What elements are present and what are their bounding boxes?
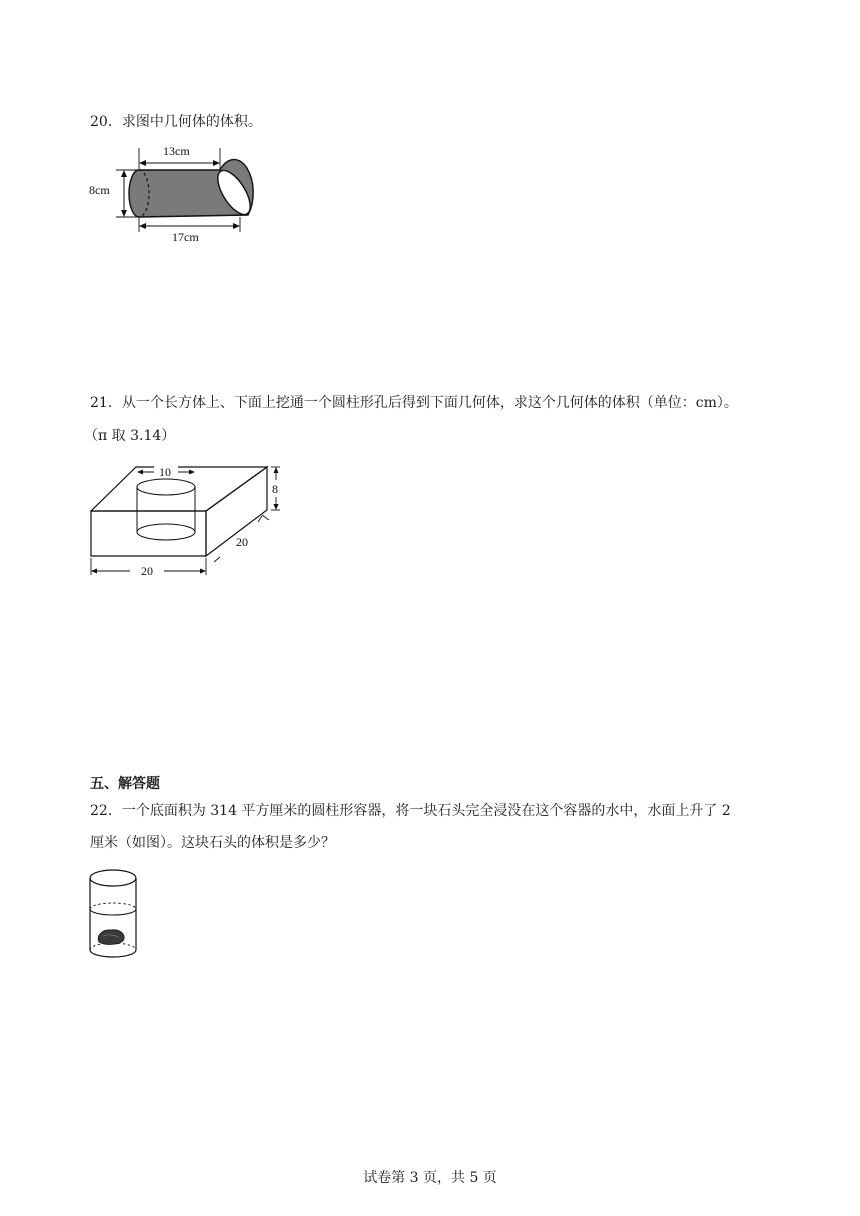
oblique-cut-cylinder-diagram: [86, 140, 256, 250]
label-width-20: 20: [141, 564, 153, 578]
question-21-text-line1: 21．从一个长方体上、下面上挖通一个圆柱形孔后得到下面几何体，求这个几何体的体积（单位：cm）。: [90, 395, 738, 411]
question-21-text-line2: （π 取 3.14）: [84, 428, 176, 444]
label-8cm: 8cm: [89, 183, 110, 197]
container-base: [90, 950, 136, 957]
label-17cm: 17cm: [172, 230, 199, 244]
container-rim: [90, 870, 136, 886]
label-10: 10: [159, 465, 171, 479]
water-surface-back: [90, 903, 136, 909]
page-footer: 试卷第 3 页，共 5 页: [363, 1170, 497, 1186]
box-front-face: [91, 511, 206, 556]
hole-bottom-ellipse: [137, 524, 195, 540]
cylinder-container-diagram: [86, 866, 142, 962]
question-21-figure: [86, 458, 296, 584]
question-22-figure: [86, 866, 142, 966]
stone-icon: [98, 930, 124, 945]
hole-top-ellipse: [137, 479, 195, 495]
section-title: 五、解答题: [90, 776, 160, 792]
question-22-text-line1: 22．一个底面积为 314 平方厘米的圆柱形容器，将一块石头完全浸没在这个容器的水中，水面上升了 2: [90, 803, 731, 819]
label-13cm: 13cm: [163, 144, 190, 158]
question-20-text: 20．求图中几何体的体积。: [90, 114, 262, 130]
water-surface-front: [90, 909, 136, 915]
box-top-face: [91, 467, 267, 511]
question-20-figure: [86, 140, 256, 254]
label-8: 8: [272, 482, 278, 496]
box-with-cylinder-hole-diagram: [86, 458, 296, 580]
label-depth-20: 20: [236, 535, 248, 549]
question-22-text-line2: 厘米（如图）。这块石头的体积是多少？: [90, 835, 335, 851]
